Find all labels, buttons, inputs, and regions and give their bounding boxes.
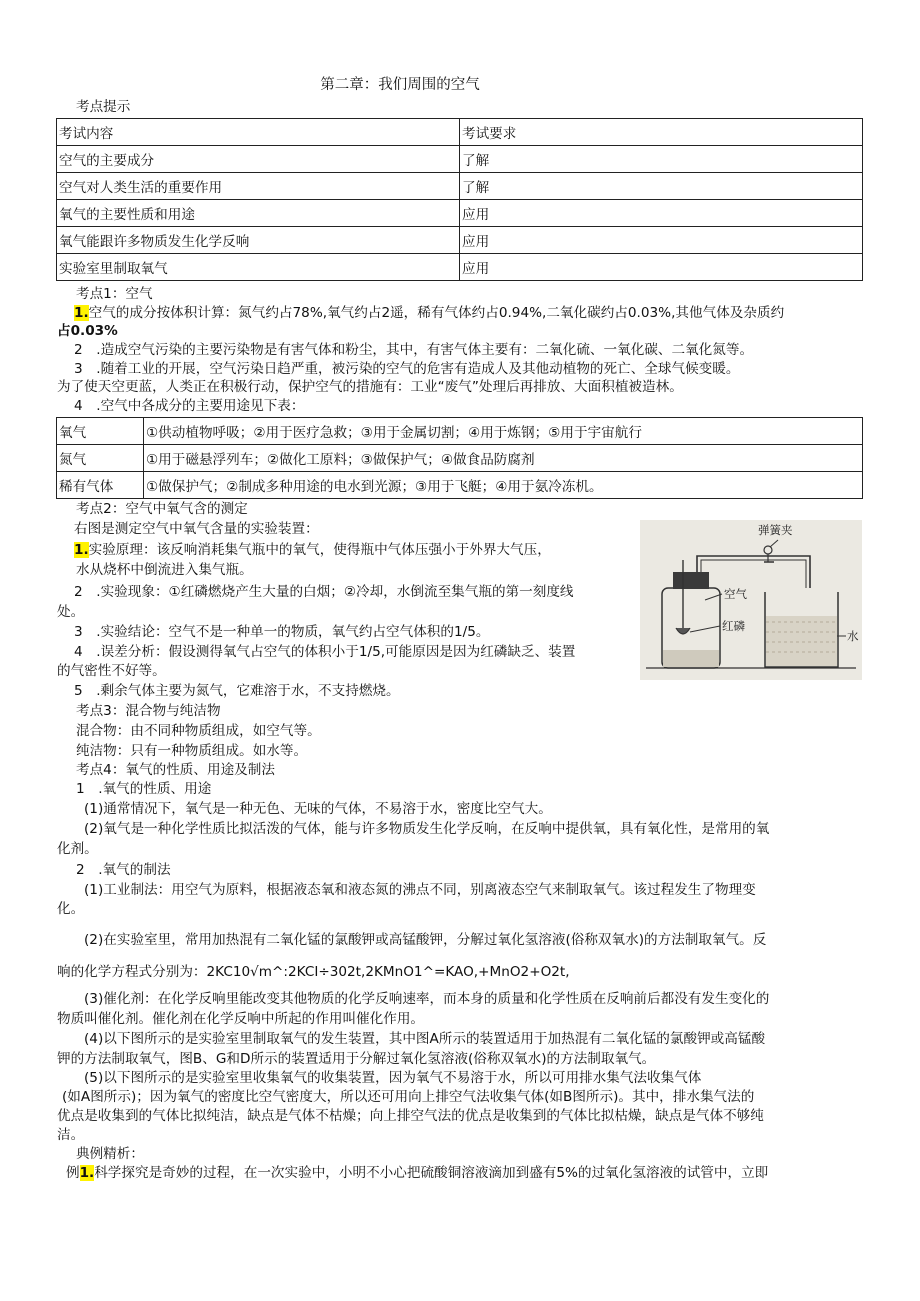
table-cell: 实验室里制取氧气 — [57, 254, 460, 281]
k4-s1-p2-cont: 化剂。 — [57, 841, 98, 857]
k1-paragraph-3: 3 .随着工业的开展，空气污染日趋严重，被污染的空气的危害有造成人及其他动植物的死亡、全球气候变暖。 — [74, 361, 740, 377]
table-header-cell: 考试内容 — [57, 119, 460, 146]
table-cell: 稀有气体 — [57, 472, 144, 499]
k4-s2-p5-line4: 洁。 — [57, 1127, 85, 1143]
k2-paragraph-2: 2 .实验现象：①红磷燃烧产生大量的白烟；②冷却，水倒流至集气瓶的第一刻度线 — [74, 584, 574, 600]
label-water: 水 — [847, 629, 859, 643]
k1-heading: 考点1：空气 — [76, 286, 153, 302]
table-cell: 空气的主要成分 — [57, 146, 460, 173]
label-red-phosphorus: 红磷 — [722, 619, 745, 633]
k1-paragraph-3-cont: 为了使天空更蓝，人类正在积极行动，保护空气的措施有：工业“废气”处理后再排放、大面积植被造林。 — [57, 379, 683, 395]
apparatus-illustration — [640, 520, 862, 680]
table-row — [57, 146, 863, 173]
table-row — [57, 173, 863, 200]
k2-paragraph-1 — [74, 541, 551, 559]
table-header-cell: 考试要求 — [460, 119, 863, 146]
k4-s2-p5-line3: 优点是收集到的气体比拟纯洁，缺点是气体不枯燥；向上排空气法的优点是收集到的气体比拟枯燥，缺点是气体不够纯 — [57, 1108, 764, 1124]
table-cell: ①用于磁悬浮列车；②做化工原料；③做保护气；④做食品防腐剂 — [144, 445, 863, 472]
example-prefix: 例 — [66, 1165, 80, 1181]
table-cell: ①做保护气；②制成多种用途的电水到光源；③用于飞艇；④用于氨冷冻机。 — [144, 472, 863, 499]
table-cell: 应用 — [460, 227, 863, 254]
examples-heading: 典例精析： — [76, 1146, 144, 1162]
k4-s2-p5-line2: (如A图所示)；因为氧气的密度比空气密度大，所以还可用向上排空气法收集气体(如B图所示)。其中，排水集气法的 — [62, 1089, 755, 1105]
highlight-number: 1. — [74, 305, 89, 321]
highlight-number: 1. — [79, 1165, 95, 1181]
k4-s2-p3: (3)催化剂：在化学反响里能改变其他物质的化学反响速率，而本身的质量和化学性质在反响前后都没有发生变化的 — [84, 991, 770, 1007]
table-row — [57, 418, 863, 445]
k2-paragraph-2-cont: 处。 — [57, 604, 85, 620]
example-text: 科学探究是奇妙的过程，在一次实验中，小明不小心把硫酸铜溶液滴加到盛有5%的过氧化氢溶液的试管中，立即 — [94, 1165, 769, 1181]
table-cell: 应用 — [460, 200, 863, 227]
k4-heading: 考点4：氧气的性质、用途及制法 — [76, 762, 275, 778]
k2-paragraph-5: 5 .剩余气体主要为氮气，它难溶于水，不支持燃烧。 — [74, 683, 400, 699]
k4-s2-p3-cont: 物质叫催化剂。催化剂在化学反响中所起的作用叫催化作用。 — [57, 1011, 425, 1027]
k4-s2-p1-cont: 化。 — [57, 901, 85, 917]
k2-paragraph-4-cont: 的气密性不好等。 — [57, 663, 166, 679]
k3-heading: 考点3：混合物与纯洁物 — [76, 703, 221, 719]
table-cell: 了解 — [460, 146, 863, 173]
k1-paragraph-2: 2 .造成空气污染的主要污染物是有害气体和粉尘，其中，有害气体主要有：二氧化硫、一氧化碳、二氧化氮等。 — [74, 342, 754, 358]
table-row — [57, 227, 863, 254]
table-cell: 氧气 — [57, 418, 144, 445]
label-spring-clamp: 弹簧夹 — [758, 523, 793, 537]
example-1 — [66, 1164, 768, 1182]
k3-mixture: 混合物：由不同种物质组成，如空气等。 — [76, 723, 321, 739]
table-header-row — [57, 119, 863, 146]
table-cell: 应用 — [460, 254, 863, 281]
k4-s2-p4-cont: 钾的方法制取氧气，图B、G和D所示的装置适用于分解过氧化氢溶液(俗称双氧水)的方法制取氧气。 — [57, 1051, 656, 1067]
table-row — [57, 200, 863, 227]
table-cell: ①供动植物呼吸；②用于医疗急救；③用于金属切割；④用于炼钢；⑤用于宇宙航行 — [144, 418, 863, 445]
highlight-number: 1. — [74, 542, 89, 558]
k4-s1-p1: (1)通常情况下，氧气是一种无色、无味的气体，不易溶于水，密度比空气大。 — [84, 801, 552, 817]
k1-paragraph-1-cont: 占0.03% — [57, 323, 118, 339]
k2-paragraph-3: 3 .实验结论：空气不是一种单一的物质，氧气约占空气体积的1/5。 — [74, 624, 490, 640]
table-cell: 氧气能跟许多物质发生化学反响 — [57, 227, 460, 254]
table-cell: 氮气 — [57, 445, 144, 472]
k4-section-2: 2 .氧气的制法 — [76, 862, 171, 878]
section-hint: 考点提示 — [76, 99, 131, 115]
k4-s2-p2-equation: 响的化学方程式分别为：2KC10√m^:2KCI÷302t,2KMnO1^=KAO,+MnO2+O2t, — [57, 964, 570, 980]
exam-requirements-table — [56, 118, 863, 281]
table-cell: 了解 — [460, 173, 863, 200]
k4-s1-p2: (2)氧气是一种化学性质比拟活泼的气体，能与许多物质发生化学反响，在反响中提供氧，具有氧化性，是常用的氧 — [84, 821, 770, 837]
k2-intro: 右图是测定空气中氧气含量的实验装置： — [74, 521, 319, 537]
oxygen-measurement-apparatus-figure — [640, 520, 862, 680]
paragraph-text: 实验原理：该反响消耗集气瓶中的氧气，使得瓶中气体压强小于外界大气压， — [88, 542, 551, 558]
paragraph-text: 空气的成分按体积计算：氮气约占78%,氧气约占2遥，稀有气体约占0.94%,二氧化碳约占0.03%,其他气体及杂质约 — [88, 305, 785, 321]
k4-s2-p2: (2)在实验室里，常用加热混有二氧化锰的氯酸钾或高锰酸钾，分解过氧化氢溶液(俗称双氧水)的方法制取氧气。反 — [84, 932, 767, 948]
table-row — [57, 445, 863, 472]
k2-paragraph-4: 4 .误差分析：假设测得氧气占空气的体积小于1/5,可能原因是因为红磷缺乏、装置 — [74, 644, 576, 660]
k1-paragraph-1 — [74, 304, 784, 322]
k4-s2-p1: (1)工业制法：用空气为原料，根据液态氧和液态氮的沸点不同，别离液态空气来制取氧气。该过程发生了物理变 — [84, 882, 756, 898]
k1-paragraph-4: 4 .空气中各成分的主要用途见下表： — [74, 398, 305, 414]
table-row — [57, 472, 863, 499]
k4-section-1: 1 .氧气的性质、用途 — [76, 781, 212, 797]
table-cell: 空气对人类生活的重要作用 — [57, 173, 460, 200]
chapter-title: 第二章：我们周围的空气 — [320, 77, 480, 93]
table-cell: 氧气的主要性质和用途 — [57, 200, 460, 227]
k4-s2-p5: (5)以下图所示的是实验室里收集氧气的收集装置，因为氧气不易溶于水，所以可用排水集气法收集气体 — [84, 1070, 702, 1086]
k4-s2-p4: (4)以下图所示的是实验室里制取氧气的发生装置，其中图A所示的装置适用于加热混有二氧化锰的氯酸钾或高锰酸 — [84, 1031, 766, 1047]
gas-uses-table — [56, 417, 863, 499]
k2-heading: 考点2：空气中氧气含的测定 — [76, 501, 248, 517]
table-row — [57, 254, 863, 281]
k2-paragraph-1-cont: 水从烧杯中倒流进入集气瓶。 — [76, 562, 253, 578]
k3-pure: 纯洁物：只有一种物质组成。如水等。 — [76, 743, 308, 759]
label-air: 空气 — [724, 587, 747, 601]
